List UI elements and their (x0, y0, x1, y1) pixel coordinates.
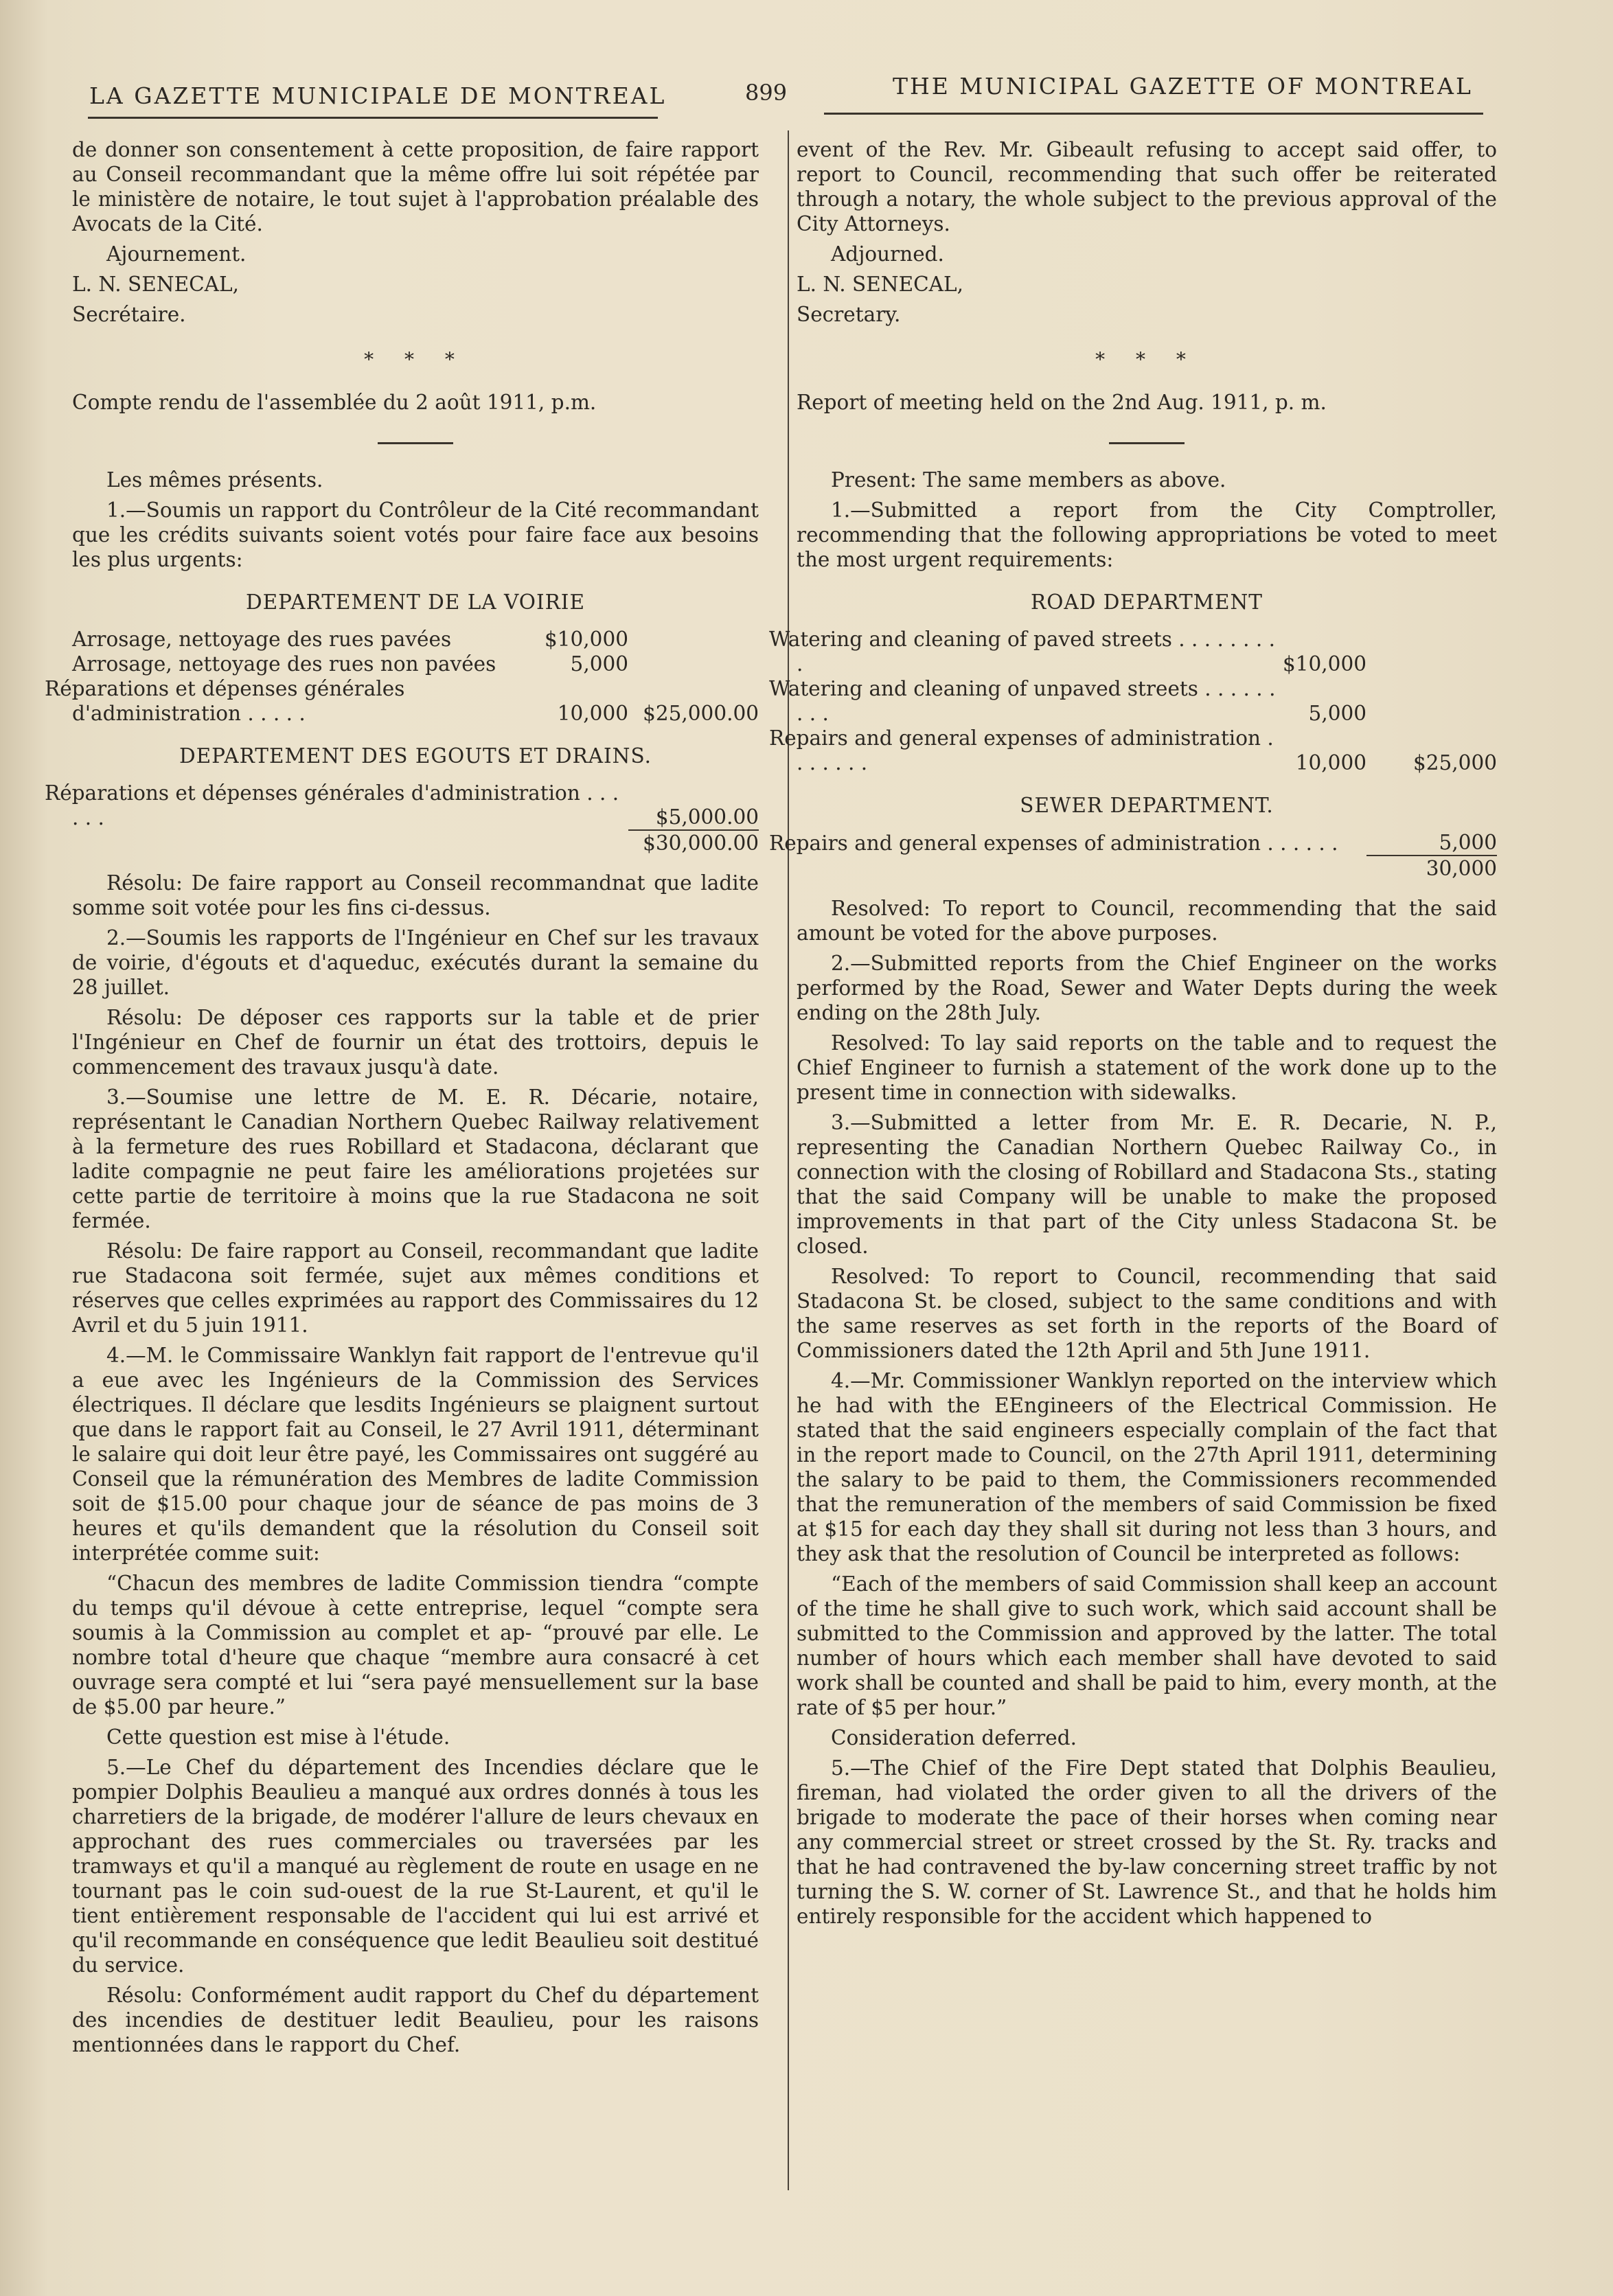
en-signature-name: L. N. SENECAL, (797, 273, 963, 296)
fr-item-1: 1.—Soumis un rapport du Contrôleur de la Cité recommandant que les crédits suivants soient votés pour faire face aux besoins les plus urgents: (72, 498, 759, 571)
en-present: Present: The same members as above. (831, 468, 1226, 492)
en-resolution-2: Resolved: To lay said reports on the table and to request the Chief Engineer to furnish a statement of the work done up to the present time in connection with sidewalks. (797, 1031, 1497, 1104)
en-resolution-1: Resolved: To report to Council, recommending that the said amount be voted for the above purposes. (797, 897, 1497, 945)
header-rule-right (824, 113, 1483, 115)
fr-road-budget-table (45, 627, 759, 726)
en-dept-sewer-heading: SEWER DEPARTMENT. (1020, 794, 1274, 817)
fr-road-row-2-amount: 10,000 (557, 702, 628, 725)
header-title-fr: LA GAZETTE MUNICIPALE DE MONTREAL (89, 82, 667, 109)
table-row (72, 781, 759, 830)
en-sewer-row-label: Repairs and general expenses of administration . . . . . . (769, 831, 1338, 855)
table-row (797, 726, 1497, 775)
fr-resolution-3: Résolu: De faire rapport au Conseil, recommandant que ladite rue Stadacona soit fermée, sujet aux mêmes conditions et réserves que celles exprimées au rapport des Commissaires du 12 Avril et du 5 juin 1911. (72, 1239, 759, 1337)
en-road-row-0-amount: $10,000 (1283, 652, 1366, 676)
fr-quote: “Chacun des membres de ladite Commission tiendra “compte du temps qu'il dévoue à cette entreprise, lequel “compte sera soumis à la Commission au complet et ap- “prouvé par elle. Le nombre total d'heure que chaque “membre aura consacré à cet ouvrage sera compté et lui “sera payé mensuellement sur la base de $5.00 par heure.” (72, 1572, 759, 1719)
en-item-5: 5.—The Chief of the Fire Dept stated that Dolphis Beaulieu, fireman, had violated the order given to all the drivers of the brigade to moderate the pace of their horses when coming near any commercial street or street crossed by the St. Ry. tracks and that he had contravened the by-law concerning street traffic by not turning the S. W. corner of St. Lawrence St., and that he holds him entirely responsible for the accident which happened to (797, 1756, 1497, 1928)
en-meeting-title: Report of meeting held on the 2nd Aug. 1911, p. m. (797, 391, 1327, 414)
table-row (72, 652, 759, 676)
fr-item-3: 3.—Soumise une lettre de M. E. R. Décarie, notaire, représentant le Canadian Northern Quebec Railway relativement à la fermeture des rues Robillard et Stadacona, déclarant que ladite compagnie ne peut faire les améliorations projetées sur cette partie de territoire à moins que la rue Stadacona ne soit fermée. (72, 1086, 759, 1232)
fr-sewer-row-total: $5,000.00 (655, 805, 759, 829)
en-sewer-row-total: 5,000 (1439, 831, 1497, 854)
running-head (0, 63, 1613, 111)
fr-road-row-1-amount: 5,000 (570, 652, 628, 676)
fr-sewer-row-label: Réparations et dépenses générales d'administration . . . . . . (45, 781, 619, 829)
fr-road-row-0-label: Arrosage, nettoyage des rues pavées (72, 628, 452, 651)
french-column (45, 137, 759, 2063)
fr-grand-total: $30,000.00 (628, 830, 759, 856)
table-row (797, 627, 1497, 676)
fr-sewer-budget-table (45, 781, 759, 856)
table-row (797, 830, 1497, 856)
fr-road-row-1-label: Arrosage, nettoyage des rues non pavées (72, 652, 496, 676)
en-road-row-1-amount: 5,000 (1308, 702, 1366, 725)
fr-resolution-5: Résolu: Conformément audit rapport du Chef du département des incendies de destituer ledit Beaulieu, pour les raisons mentionnées dans le rapport du Chef. (72, 1984, 759, 2056)
en-signature-title: Secretary. (797, 303, 901, 326)
en-grand-total: 30,000 (1366, 856, 1497, 881)
en-continuation-paragraph: event of the Rev. Mr. Gibeault refusing to accept said offer, to report to Council, recommending that such offer be reiterated through a notary, the whole subject to the previous approval of the City Attorneys. (797, 138, 1497, 236)
en-short-rule (1109, 442, 1185, 444)
header-title-en: THE MUNICIPAL GAZETTE OF MONTREAL (893, 73, 1473, 100)
en-road-total: $25,000 (1413, 751, 1497, 774)
fr-item-2: 2.—Soumis les rapports de l'Ingénieur en Chef sur les travaux de voirie, d'égouts et d'aqueduc, exécutés durant la semaine du 28 juillet. (72, 926, 759, 999)
fr-resolution-1: Résolu: De faire rapport au Conseil recommandnat que ladite somme soit votée pour les fins ci-dessus. (72, 871, 759, 919)
fr-dept-sewer-heading: DEPARTEMENT DES EGOUTS ET DRAINS. (179, 744, 652, 768)
table-row (797, 856, 1497, 881)
en-adjournment: Adjourned. (831, 242, 944, 266)
column-divider (788, 130, 789, 2190)
fr-section-stars: * * * (364, 348, 467, 371)
fr-item-4: 4.—M. le Commissaire Wanklyn fait rapport de l'entrevue qu'il a eue avec les Ingénieurs de la Commission des Services électriques. Il déclare que lesdits Ingénieurs se plaignent surtout que dans le rapport fait au Conseil, le 27 Avril 1911, déterminant le salaire qui doit leur être payé, les Commissaires ont suggéré au Conseil que la rémunération des Membres de ladite Commission soit de $15.00 pour chaque jour de séance de pas moins de 3 heures et qu'ils demandent que la résolution du Conseil soit interprétée comme suit: (72, 1344, 759, 1565)
en-item-2: 2.—Submitted reports from the Chief Engineer on the works performed by the Road, Sewer and Water Depts during the week ending on the 28th July. (797, 952, 1497, 1024)
fr-signature-name: L. N. SENECAL, (72, 273, 239, 296)
table-row (72, 627, 759, 652)
en-dept-road-heading: ROAD DEPARTMENT (1031, 590, 1263, 614)
en-resolution-3: Resolved: To report to Council, recommending that said Stadacona St. be closed, subject to the same conditions and with the same reserves as set forth in the reports of the Board of Commissioners dated the 12th April and 5th June 1911. (797, 1265, 1497, 1362)
fr-short-rule (378, 442, 453, 444)
en-section-stars: * * * (1095, 348, 1198, 371)
en-road-row-2-amount: 10,000 (1295, 751, 1366, 774)
en-road-row-1-label: Watering and cleaning of unpaved streets . . . . . . . . . (769, 677, 1276, 725)
table-row (72, 830, 759, 856)
en-road-row-0-label: Watering and cleaning of paved streets . . . . . . . . . (769, 628, 1275, 676)
en-item-4: 4.—Mr. Commissioner Wanklyn reported on the interview which he had with the EEngineers of the Electrical Commission. He stated that the said engineers especially complain of the fact that in the report made to Council, on the 27th April 1911, determining the salary to be paid to them, the Commissioners recommended that the remuneration of the members of said Commission be fixed at $15 for each day they shall sit during not less than 3 hours, and they ask that the resolution of Council be interpreted as follows: (797, 1369, 1497, 1565)
en-road-budget-table (769, 627, 1497, 775)
page-number: 899 (745, 80, 788, 106)
fr-continuation-paragraph: de donner son consentement à cette proposition, de faire rapport au Conseil recommandant que la même offre lui soit répétée par le ministère de notaire, le tout sujet à l'approbation préalable des Avocats de la Cité. (72, 138, 759, 236)
en-road-row-2-label: Repairs and general expenses of administration . . . . . . . (769, 726, 1274, 774)
table-row (797, 676, 1497, 726)
fr-resolution-2: Résolu: De déposer ces rapports sur la table et de prier l'Ingénieur en Chef de fournir un état des trottoirs, depuis le commencement des travaux jusqu'à date. (72, 1006, 759, 1079)
fr-present: Les mêmes présents. (106, 468, 323, 492)
fr-adjournment: Ajournement. (106, 242, 247, 266)
fr-meeting-title: Compte rendu de l'assemblée du 2 août 1911, p.m. (72, 391, 597, 414)
fr-item-5: 5.—Le Chef du département des Incendies déclare que le pompier Dolphis Beaulieu a manqué aux ordres donnés à tous les charretiers de la brigade, de modérer l'allure de leurs chevaux en approchant des rues commerciales ou traversées par les tramways et qu'il a manqué au règlement de route en usage en ne tournant pas le coin sud-ouest de la rue St-Laurent, et qu'il le tient entièrement responsable de l'accident qui lui est arrivé et qu'il recommande en conséquence que ledit Beaulieu soit destitué du service. (72, 1756, 759, 1977)
en-study-note: Consideration deferred. (831, 1726, 1077, 1749)
fr-dept-road-heading: DEPARTEMENT DE LA VOIRIE (246, 590, 585, 614)
fr-road-row-0-amount: $10,000 (545, 628, 628, 651)
en-item-3: 3.—Submitted a letter from Mr. E. R. Decarie, N. P., representing the Canadian Northern Quebec Railway Co., in connection with the closing of Robillard and Stadacona Sts., stating that the said Company will be unable to make the proposed improvements in that part of the City unless Stadacona St. be closed. (797, 1111, 1497, 1258)
header-rule-left (88, 117, 658, 119)
fr-study-note: Cette question est mise à l'étude. (106, 1725, 450, 1749)
en-item-1: 1.—Submitted a report from the City Comptroller, recommending that the following appropriations be voted to meet the most urgent requirements: (797, 498, 1497, 571)
table-row (72, 676, 759, 726)
fr-signature-title: Secrétaire. (72, 303, 186, 326)
en-sewer-budget-table (769, 830, 1497, 881)
english-column (769, 137, 1497, 1934)
en-quote: “Each of the members of said Commission shall keep an account of the time he shall give to such work, which said account shall be submitted to the Commission and approved by the latter. The total number of hours which each member shall have devoted to said work shall be counted and shall be paid to him, every month, at the rate of $5 per hour.” (797, 1572, 1497, 1719)
fr-road-row-2-label: Réparations et dépenses générales d'administration . . . . . (45, 677, 405, 725)
fr-road-total: $25,000.00 (643, 702, 759, 725)
